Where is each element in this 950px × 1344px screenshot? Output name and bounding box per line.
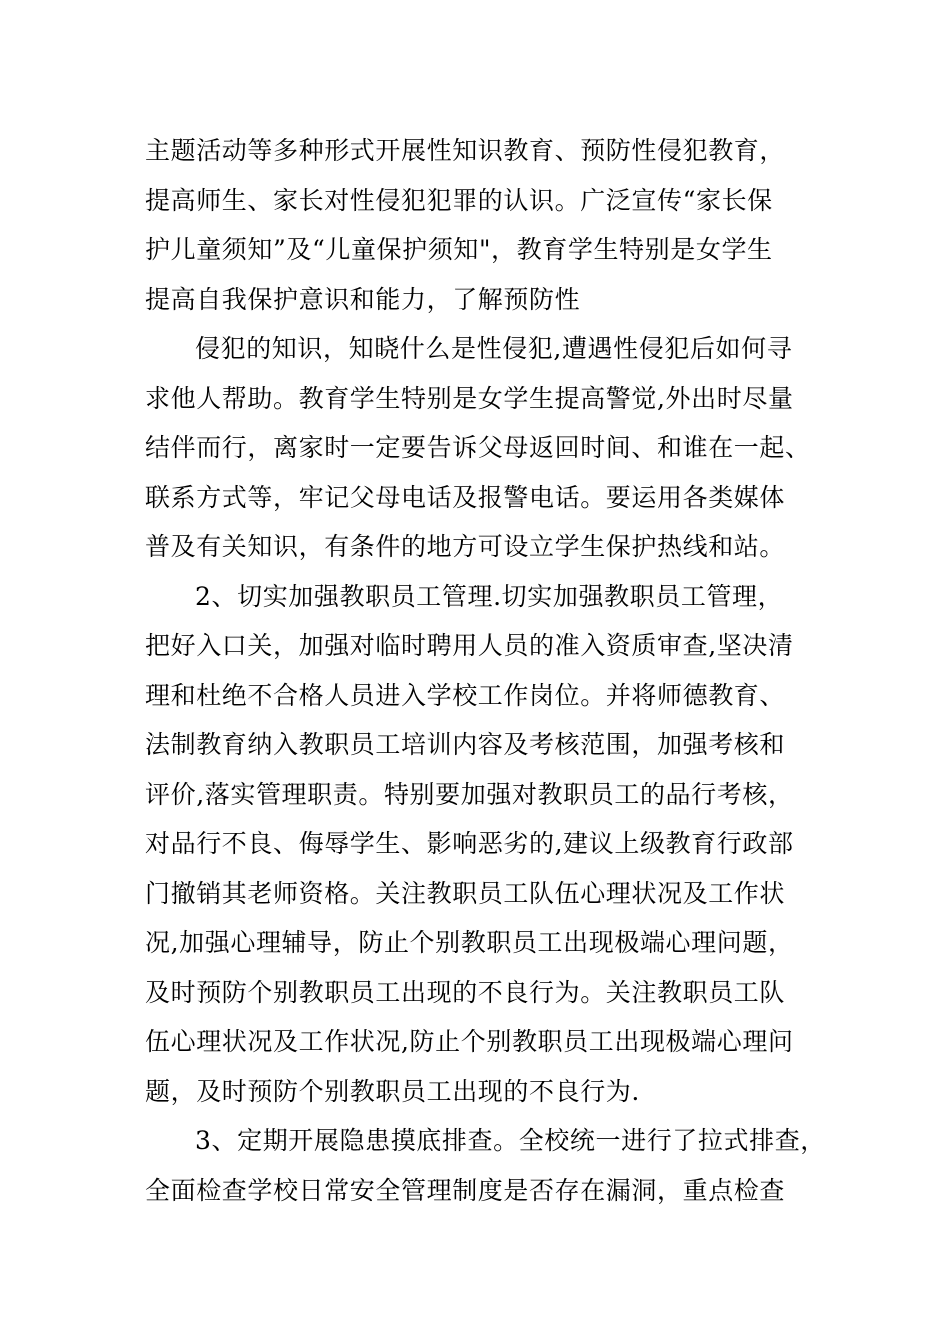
text-line: 提高师生、家长对性侵犯犯罪的认识。广泛宣传“家长保 (145, 185, 773, 215)
text-line: 门撤销其老师资格。关注教职员工队伍心理状况及工作状 (145, 878, 786, 908)
text-line: 理和杜绝不合格人员进入学校工作岗位。并将师德教育、 (145, 680, 786, 710)
text-line: 对品行不良、侮辱学生、影响恶劣的,建议上级教育行政部 (145, 829, 794, 858)
text-line: 求他人帮助。教育学生特别是女学生提高警觉,外出时尽量 (145, 383, 794, 413)
text-line: 伍心理状况及工作状况,防止个别教职员工出现极端心理问 (145, 1027, 794, 1056)
text-line: 及时预防个别教职员工出现的不良行为。关注教职员工队 (145, 977, 786, 1007)
paragraph-first-line: 3、定期开展隐患摸底排查。全校统一进行了拉式排查， (195, 1126, 826, 1155)
body-text (145, 126, 826, 1215)
text-line: 护儿童须知”及“儿童保护须知"，教育学生特别是女学生 (145, 235, 773, 264)
text-line: 评价,落实管理职责。特别要加强对教职员工的品行考核， (145, 779, 794, 809)
text-line: 况,加强心理辅导，防止个别教职员工出现极端心理问题， (145, 928, 794, 957)
text-line: 联系方式等，牢记父母电话及报警电话。要运用各类媒体 (145, 482, 786, 512)
paragraph-first-line: 2、切实加强教职员工管理.切实加强教职员工管理， (195, 581, 784, 611)
text-line: 法制教育纳入教职员工培训内容及考核范围，加强考核和 (145, 730, 786, 759)
text-line: 题，及时预防个别教职员工出现的不良行为. (145, 1076, 640, 1106)
text-line: 结伴而行，离家时一定要告诉父母返回时间、和谁在一起、 (145, 433, 811, 462)
text-line: 提高自我保护意识和能力，了解预防性 (145, 284, 581, 314)
paragraph-first-line: 侵犯的知识，知晓什么是性侵犯,遭遇性侵犯后如何寻 (195, 334, 793, 363)
text-line: 普及有关知识，有条件的地方可设立学生保护热线和站。 (145, 532, 786, 561)
text-line: 把好入口关，加强对临时聘用人员的准入资质审查,坚决清 (145, 631, 794, 660)
text-line: 主题活动等多种形式开展性知识教育、预防性侵犯教育， (145, 136, 786, 165)
text-line: 全面检查学校日常安全管理制度是否存在漏洞，重点检查 (145, 1175, 786, 1205)
